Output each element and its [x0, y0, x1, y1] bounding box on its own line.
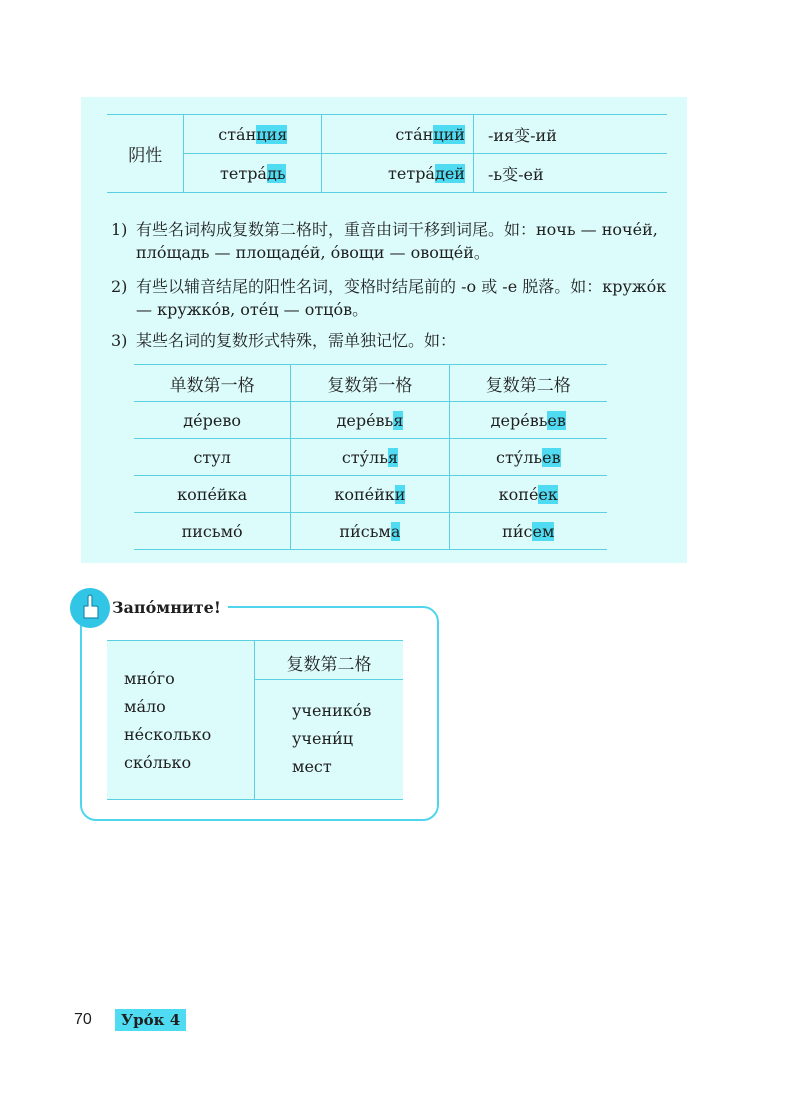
singular-cell: де́рево: [134, 402, 291, 439]
list-item: ма́ло: [124, 697, 166, 716]
list-item: не́сколько: [124, 725, 212, 744]
remember-title: Запо́мните!: [112, 598, 221, 617]
plural-nominative-cell: сту́лья: [291, 439, 449, 476]
note-2: 2) 有些以辅音结尾的阳性名词，变格时结尾前的 -о 或 -е 脱落。如：кружо́к — кружко́в, оте́ц — отцо́в。: [111, 277, 667, 319]
pointing-hand-icon: [70, 588, 110, 628]
plural-genitive-cell: пи́сем: [449, 513, 607, 550]
pointing-hand-icon-graphic: [70, 588, 110, 628]
quantifier-list: [124, 665, 211, 777]
singular-cell: стул: [134, 439, 291, 476]
column-header: 复数第二格: [449, 365, 607, 402]
example-list: [292, 697, 371, 781]
note-3: 3) 某些名词的复数形式特殊，需单独记忆。如：: [111, 331, 457, 350]
plural-genitive-cell: ста́нций: [322, 115, 474, 154]
singular-cell: ста́нция: [184, 115, 322, 154]
rule-cell: -ия变-ий: [473, 115, 667, 154]
column-header: 单数第一格: [134, 365, 291, 402]
plural-genitive-cell: копе́ек: [449, 476, 607, 513]
plural-genitive-cell: сту́льев: [449, 439, 607, 476]
feminine-declension-table: [107, 114, 667, 193]
rule-cell: -ь变-ей: [473, 154, 667, 193]
table-header-row: [134, 365, 607, 402]
table-row: [134, 402, 607, 439]
table-row: [134, 513, 607, 550]
column-header: 复数第二格: [286, 655, 372, 675]
divider: [254, 679, 403, 680]
singular-cell: письмо́: [134, 513, 291, 550]
grammar-panel: [81, 97, 687, 563]
page-number: 70: [74, 1011, 92, 1028]
column-header: 复数第一格: [291, 365, 449, 402]
list-item: учени́ц: [292, 729, 354, 748]
list-item: ско́лько: [124, 753, 192, 772]
list-item: мест: [292, 757, 332, 776]
plural-forms-table: [134, 364, 607, 550]
note-1: 1) 有些名词构成复数第二格时，重音由词干移到词尾。如：ночь — ноче́й, пло́щадь — площаде́й, о́вощи — овоще́й。: [111, 220, 658, 262]
plural-nominative-cell: пи́сьма: [291, 513, 449, 550]
singular-cell: копе́йка: [134, 476, 291, 513]
gender-label: 阴性: [107, 115, 184, 193]
list-item: мно́го: [124, 669, 175, 688]
table-row: [134, 439, 607, 476]
plural-genitive-cell: тетра́дей: [322, 154, 474, 193]
plural-genitive-cell: дере́вьев: [449, 402, 607, 439]
plural-nominative-cell: дере́вья: [291, 402, 449, 439]
list-item: ученико́в: [292, 701, 372, 720]
lesson-badge: Уро́к 4: [115, 1009, 186, 1031]
table-row: [107, 154, 667, 193]
table-row: [107, 115, 667, 154]
plural-nominative-cell: копе́йки: [291, 476, 449, 513]
singular-cell: тетра́дь: [184, 154, 322, 193]
genitive-quantifier-table: [107, 640, 403, 800]
table-row: [134, 476, 607, 513]
